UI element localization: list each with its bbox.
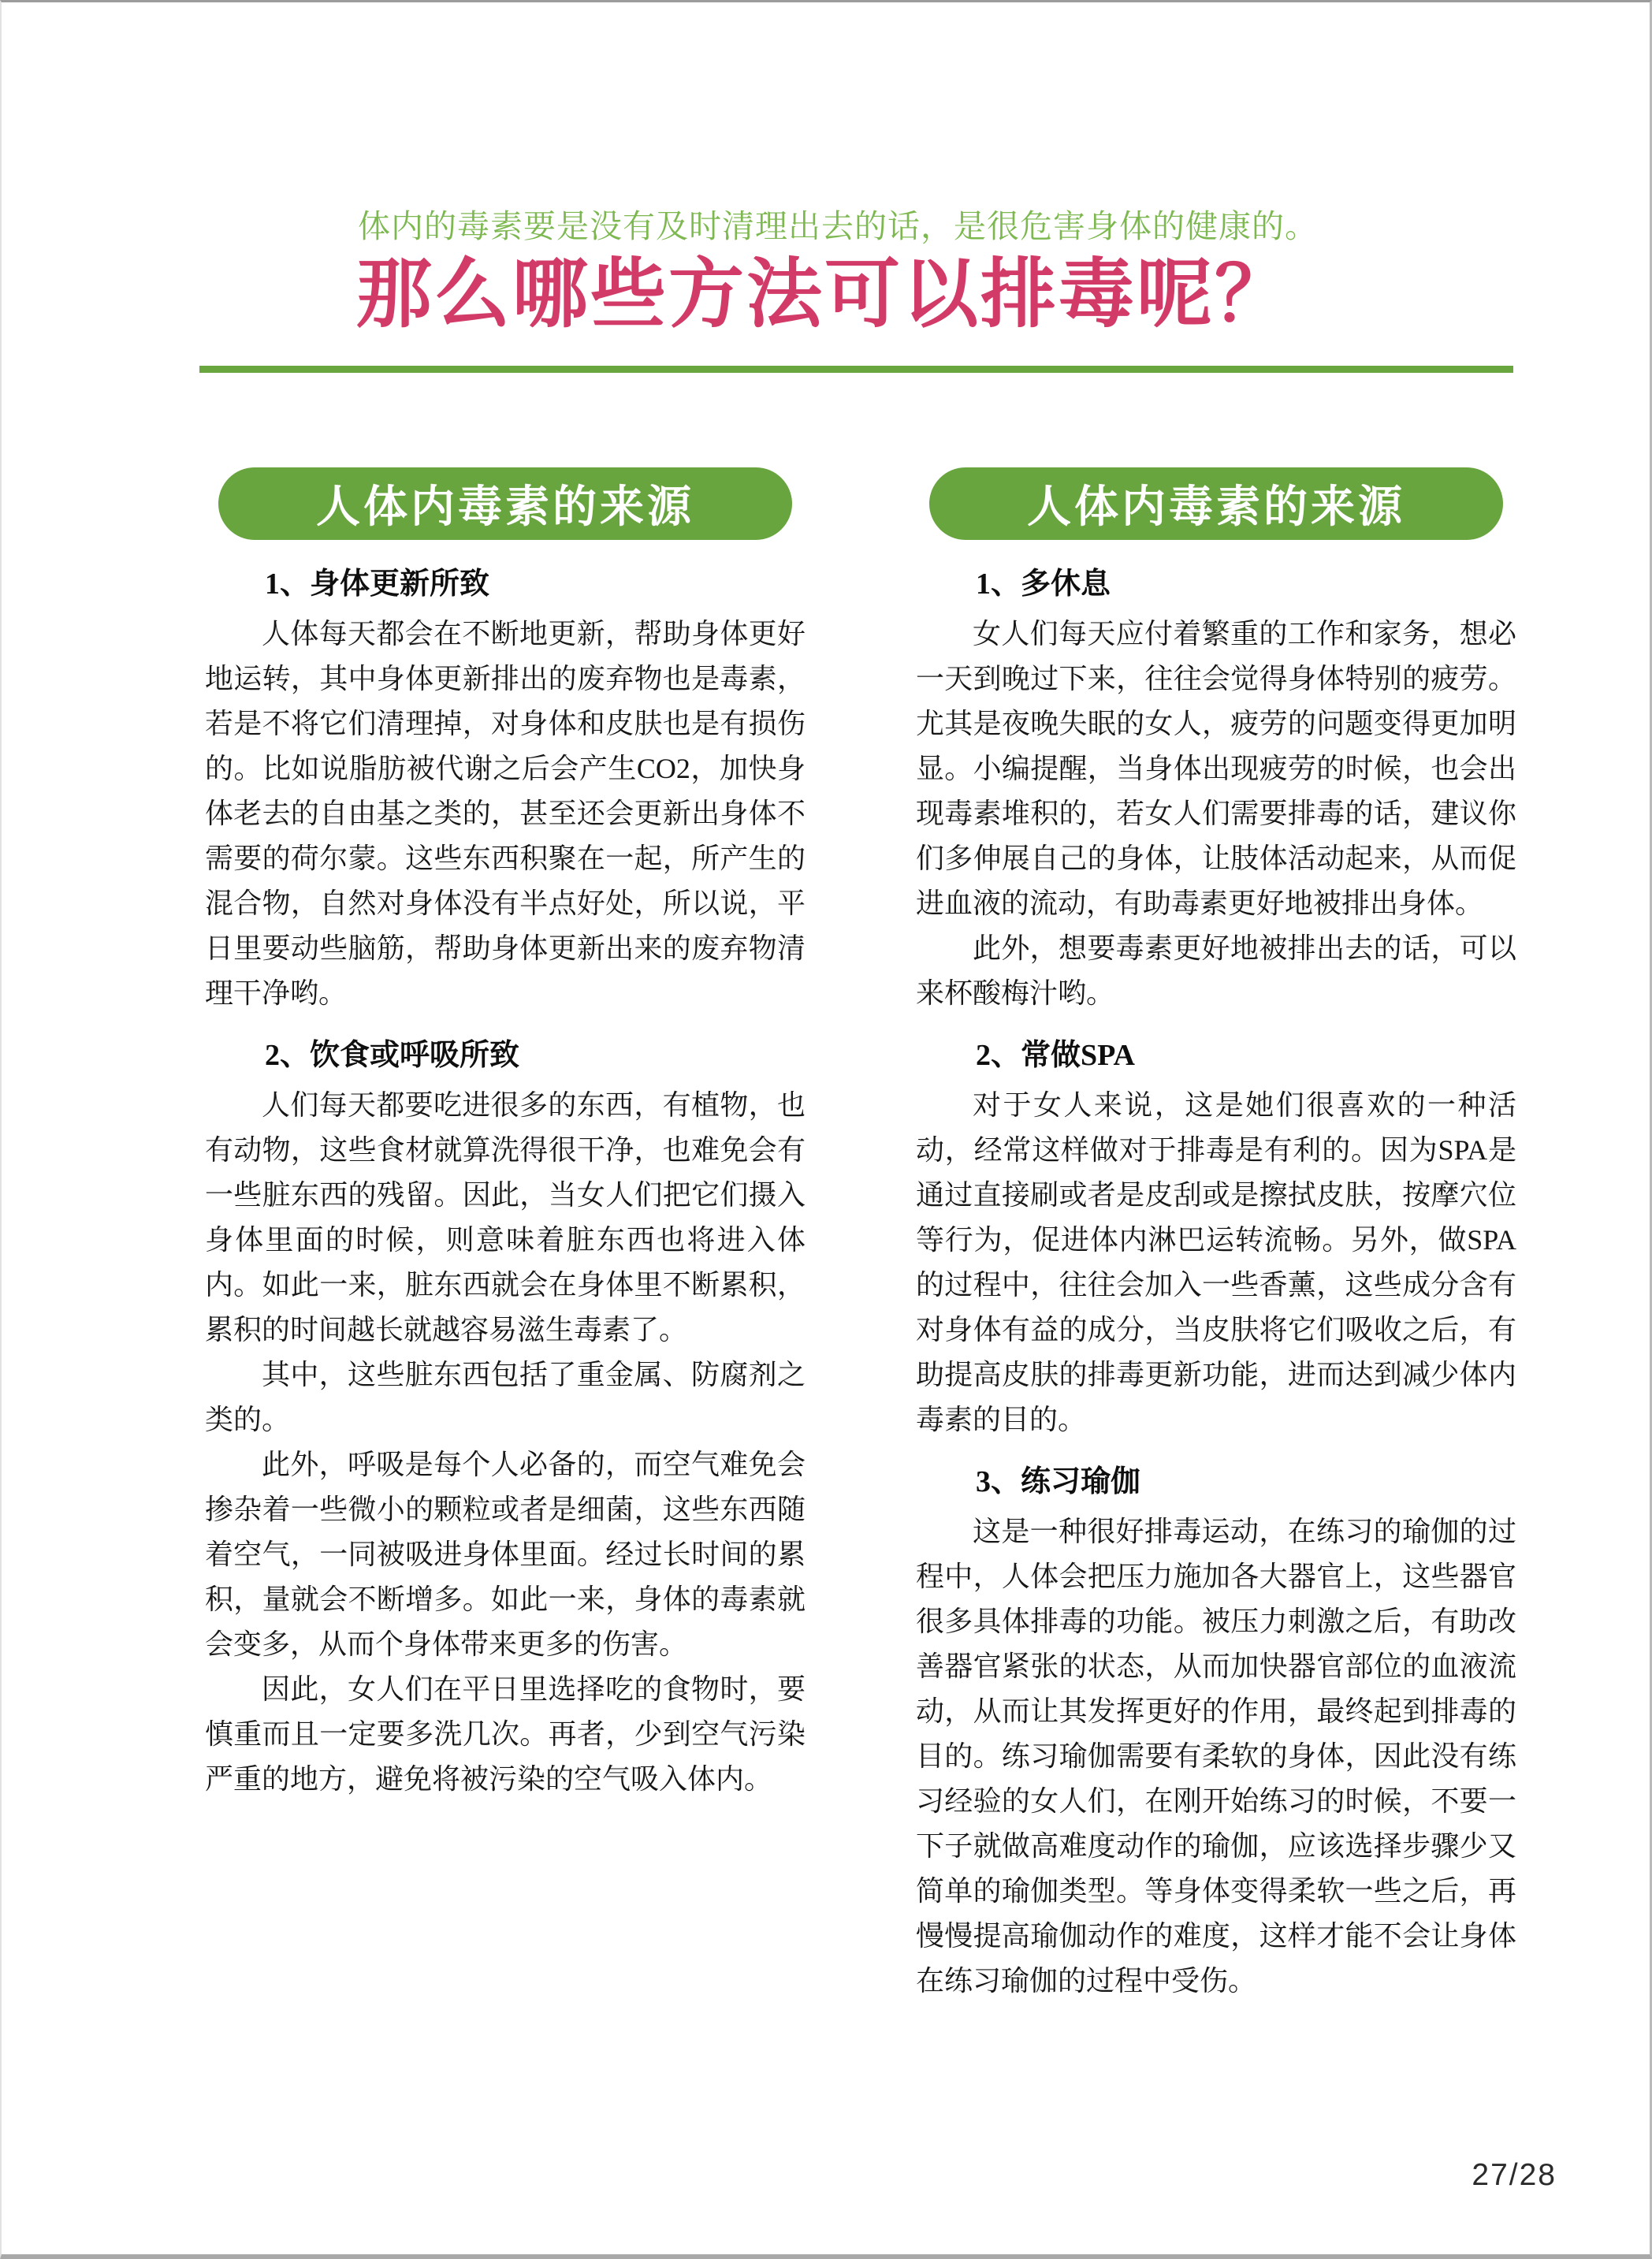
paragraph: 这是一种很好排毒运动，在练习的瑜伽的过程中，人体会把压力施加各大器官上，这些器官很多具体排毒的功能。被压力刺激之后，有助改善器官紧张的状态，从而加快器官部位的血液流动，从而让其发挥更好的作用，最终起到排毒的目的。练习瑜伽需要有柔软的身体，因此没有练习经验的女人们，在刚开始练习的时候，不要一下子就做高难度动作的瑜伽，应该选择步骤少又简单的瑜伽类型。等身体变得柔软一些之后，再慢慢提高瑜伽动作的难度，这样才能不会让身体在练习瑜伽的过程中受伤。	[916, 1516, 1516, 1997]
section-banner-right	[929, 467, 1503, 540]
paragraph: 女人们每天应付着繁重的工作和家务，想必一天到晚过下来，往往会觉得身体特别的疲劳。尤其是夜晚失眠的女人，疲劳的问题变得更加明显。小编提醒，当身体出现疲劳的时候，也会出现毒素堆积的，若女人们需要排毒的话，建议你们多伸展自己的身体，让肢体活动起来，从而促进血液的流动，有助毒素更好地被排出身体。	[916, 618, 1516, 920]
page-title: 那么哪些方法可以排毒呢？	[356, 252, 1293, 337]
column-left	[205, 467, 806, 2004]
paragraph: 对于女人来说，这是她们很喜欢的一种活动，经常这样做对于排毒是有利的。因为SPA是通过直接刷或者是皮刮或是擦拭皮肤，按摩穴位等行为，促进体内淋巴运转流畅。另外，做SPA的过程中，往往会加入一些香薰，这些成分含有对身体有益的成分，当皮肤将它们吸收之后，有助提高皮肤的排毒更新功能，进而达到减少体内毒素的目的。	[916, 1089, 1516, 1436]
page-number: 27/28	[1472, 2158, 1557, 2192]
paragraph: 因此，女人们在平日里选择吃的食物时，要慎重而且一定要多洗几次。再者，少到空气污染严重的地方，避免将被污染的空气吸入体内。	[205, 1673, 806, 1796]
section-heading: 1、身体更新所致	[265, 568, 490, 601]
intro-text: 体内的毒素要是没有及时清理出去的话，是很危害身体的健康的。	[358, 208, 1318, 244]
content-columns	[205, 467, 1650, 2004]
banner-label: 人体内毒素的来源	[316, 482, 694, 532]
banner-label: 人体内毒素的来源	[1027, 482, 1405, 532]
section-heading: 2、常做SPA	[976, 1039, 1135, 1073]
paragraph: 此外，呼吸是每个人必备的，而空气难免会掺杂着一些微小的颗粒或者是细菌，这些东西随着空气，一同被吸进身体里面。经过长时间的累积，量就会不断增多。如此一来，身体的毒素就会变多，从而个身体带来更多的伤害。	[205, 1449, 806, 1661]
section-heading: 1、多休息	[976, 568, 1111, 601]
paragraph: 其中，这些脏东西包括了重金属、防腐剂之类的。	[205, 1359, 806, 1436]
paragraph: 此外，想要毒素更好地被排出去的话，可以来杯酸梅汁哟。	[916, 932, 1516, 1010]
column-right	[916, 467, 1516, 2004]
section-heading: 2、饮食或呼吸所致	[265, 1039, 520, 1073]
divider-rule	[199, 366, 1513, 373]
paragraph: 人们每天都要吃进很多的东西，有植物，也有动物，这些食材就算洗得很干净，也难免会有一些脏东西的残留。因此，当女人们把它们摄入身体里面的时候，则意味着脏东西也将进入体内。如此一来，脏东西就会在身体里不断累积，累积的时间越长就越容易滋生毒素了。	[205, 1089, 806, 1346]
paragraph: 人体每天都会在不断地更新，帮助身体更好地运转，其中身体更新排出的废弃物也是毒素，若是不将它们清理掉，对身体和皮肤也是有损伤的。比如说脂肪被代谢之后会产生CO2，加快身体老去的自由基之类的，甚至还会更新出身体不需要的荷尔蒙。这些东西积聚在一起，所产生的混合物，自然对身体没有半点好处，所以说，平日里要动些脑筋，帮助身体更新出来的废弃物清理干净哟。	[205, 618, 806, 1010]
section-heading: 3、练习瑜伽	[976, 1465, 1141, 1499]
section-banner-left	[218, 467, 792, 540]
